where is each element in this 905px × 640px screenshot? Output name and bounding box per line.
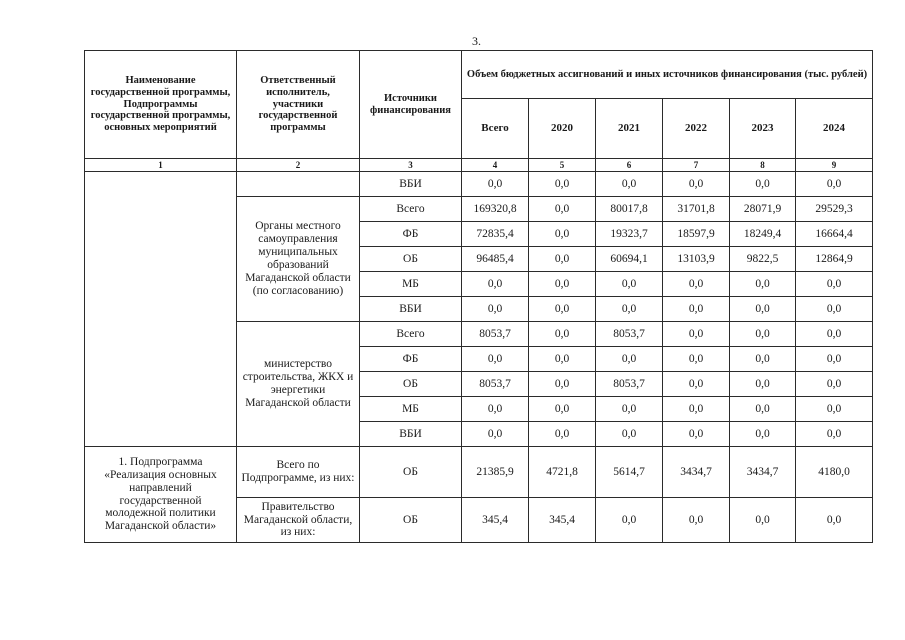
value-cell: 0,0: [730, 297, 796, 322]
value-cell: 0,0: [529, 372, 596, 397]
value-cell: 18597,9: [663, 222, 730, 247]
column-number: 1: [85, 159, 237, 172]
value-cell: 8053,7: [596, 372, 663, 397]
source-cell: ОБ: [360, 447, 462, 498]
column-number: 9: [796, 159, 873, 172]
value-cell: 0,0: [529, 272, 596, 297]
value-cell: 4180,0: [796, 447, 873, 498]
value-cell: 0,0: [796, 272, 873, 297]
value-cell: 0,0: [529, 347, 596, 372]
column-number: 6: [596, 159, 663, 172]
value-cell: 0,0: [663, 272, 730, 297]
source-cell: ВБИ: [360, 172, 462, 197]
value-cell: 0,0: [529, 247, 596, 272]
value-cell: 8053,7: [596, 322, 663, 347]
value-cell: 12864,9: [796, 247, 873, 272]
value-cell: 3434,7: [663, 447, 730, 498]
subprogram-name-cell: 1. Подпрограмма «Реализация основных направлений государственной молодежной политики Магаданской области»: [85, 447, 237, 543]
value-cell: 18249,4: [730, 222, 796, 247]
column-number: 2: [237, 159, 360, 172]
executor-cell: Органы местного самоуправления муниципальных образований Магаданской области (по согласованию): [237, 197, 360, 322]
value-cell: 28071,9: [730, 197, 796, 222]
value-cell: 0,0: [796, 347, 873, 372]
value-cell: 0,0: [462, 297, 529, 322]
value-cell: 0,0: [663, 397, 730, 422]
executor-cell: Правительство Магаданской области, из них:: [237, 498, 360, 543]
value-cell: 21385,9: [462, 447, 529, 498]
column-number: 4: [462, 159, 529, 172]
executor-cell-empty: [237, 172, 360, 197]
header-row-top: [85, 51, 873, 99]
column-number: 3: [360, 159, 462, 172]
source-cell: ФБ: [360, 347, 462, 372]
source-cell: ВБИ: [360, 422, 462, 447]
source-cell: МБ: [360, 397, 462, 422]
value-cell: 345,4: [462, 498, 529, 543]
value-cell: 0,0: [596, 397, 663, 422]
source-cell: ОБ: [360, 498, 462, 543]
value-cell: 0,0: [663, 422, 730, 447]
value-cell: 0,0: [730, 322, 796, 347]
value-cell: 0,0: [663, 172, 730, 197]
value-cell: 0,0: [796, 422, 873, 447]
value-cell: 0,0: [462, 347, 529, 372]
value-cell: 16664,4: [796, 222, 873, 247]
program-name-cell-empty: [85, 172, 237, 447]
source-cell: ОБ: [360, 372, 462, 397]
header-funding-sources: Источники финансирования: [360, 51, 462, 159]
executor-cell: Всего по Подпрограмме, из них:: [237, 447, 360, 498]
source-cell: ВБИ: [360, 297, 462, 322]
value-cell: 9822,5: [730, 247, 796, 272]
header-year: 2024: [796, 99, 873, 159]
value-cell: 0,0: [730, 272, 796, 297]
value-cell: 0,0: [529, 422, 596, 447]
value-cell: 0,0: [663, 297, 730, 322]
header-year: 2023: [730, 99, 796, 159]
column-number: 7: [663, 159, 730, 172]
value-cell: 0,0: [796, 372, 873, 397]
value-cell: 0,0: [529, 172, 596, 197]
budget-table: [84, 50, 873, 543]
source-cell: ОБ: [360, 247, 462, 272]
value-cell: 72835,4: [462, 222, 529, 247]
value-cell: 0,0: [596, 498, 663, 543]
value-cell: 0,0: [596, 297, 663, 322]
value-cell: 3434,7: [730, 447, 796, 498]
value-cell: 0,0: [596, 347, 663, 372]
source-cell: МБ: [360, 272, 462, 297]
value-cell: 0,0: [529, 397, 596, 422]
header-year: 2022: [663, 99, 730, 159]
value-cell: 0,0: [663, 347, 730, 372]
value-cell: 0,0: [462, 172, 529, 197]
value-cell: 0,0: [529, 322, 596, 347]
header-budget-volume: Объем бюджетных ассигнований и иных источников финансирования (тыс. рублей): [462, 51, 873, 99]
value-cell: 60694,1: [596, 247, 663, 272]
executor-cell: министерство строительства, ЖКХ и энергетики Магаданской области: [237, 322, 360, 447]
table-row: [85, 172, 873, 197]
value-cell: 8053,7: [462, 322, 529, 347]
column-number-row: [85, 159, 873, 172]
header-year-total: Всего: [462, 99, 529, 159]
value-cell: 0,0: [529, 197, 596, 222]
value-cell: 0,0: [730, 372, 796, 397]
header-executor: Ответственный исполнитель, участники государственной программы: [237, 51, 360, 159]
value-cell: 5614,7: [596, 447, 663, 498]
value-cell: 0,0: [730, 498, 796, 543]
value-cell: 0,0: [796, 397, 873, 422]
value-cell: 0,0: [663, 372, 730, 397]
value-cell: 96485,4: [462, 247, 529, 272]
value-cell: 0,0: [796, 322, 873, 347]
value-cell: 0,0: [796, 498, 873, 543]
value-cell: 169320,8: [462, 197, 529, 222]
value-cell: 0,0: [596, 272, 663, 297]
value-cell: 0,0: [796, 297, 873, 322]
header-year: 2020: [529, 99, 596, 159]
value-cell: 0,0: [730, 172, 796, 197]
value-cell: 0,0: [596, 172, 663, 197]
value-cell: 0,0: [663, 322, 730, 347]
header-program-name: Наименование государственной программы, Подпрограммы государственной программы, основных мероприятий: [85, 51, 237, 159]
value-cell: 345,4: [529, 498, 596, 543]
value-cell: 0,0: [730, 397, 796, 422]
source-cell: ФБ: [360, 222, 462, 247]
value-cell: 31701,8: [663, 197, 730, 222]
value-cell: 29529,3: [796, 197, 873, 222]
column-number: 8: [730, 159, 796, 172]
value-cell: 0,0: [529, 297, 596, 322]
value-cell: 0,0: [796, 172, 873, 197]
table-row: [85, 447, 873, 498]
value-cell: 0,0: [462, 422, 529, 447]
page-number: 3.: [472, 34, 481, 48]
source-cell: Всего: [360, 197, 462, 222]
value-cell: 0,0: [462, 397, 529, 422]
value-cell: 0,0: [663, 498, 730, 543]
value-cell: 80017,8: [596, 197, 663, 222]
value-cell: 0,0: [596, 422, 663, 447]
value-cell: 13103,9: [663, 247, 730, 272]
value-cell: 0,0: [462, 272, 529, 297]
value-cell: 0,0: [730, 422, 796, 447]
value-cell: 4721,8: [529, 447, 596, 498]
value-cell: 19323,7: [596, 222, 663, 247]
value-cell: 8053,7: [462, 372, 529, 397]
header-year: 2021: [596, 99, 663, 159]
value-cell: 0,0: [730, 347, 796, 372]
column-number: 5: [529, 159, 596, 172]
source-cell: Всего: [360, 322, 462, 347]
value-cell: 0,0: [529, 222, 596, 247]
